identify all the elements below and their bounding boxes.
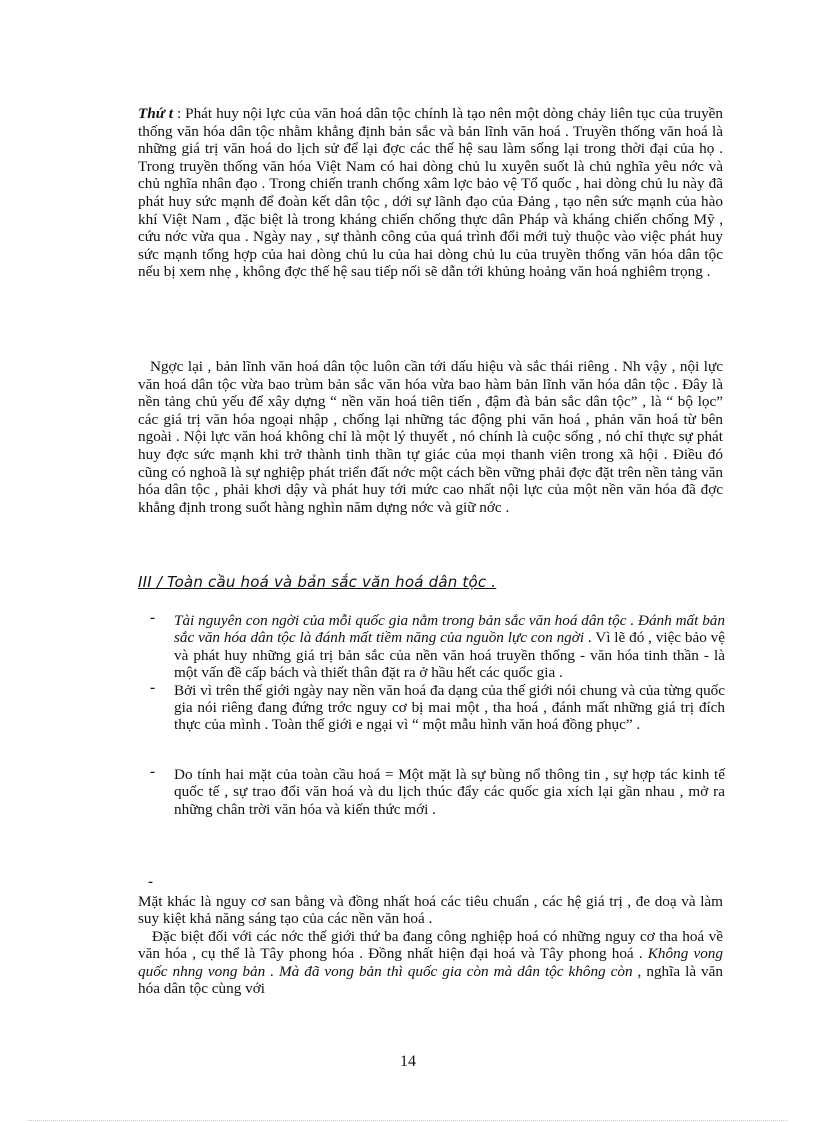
paragraph-1 — [138, 105, 723, 281]
bullet-dash: - — [150, 609, 156, 626]
bullet-item-2 — [150, 678, 725, 734]
bullet-1-italic: Tài nguyên con ngời của mỗi quốc gia nằm trong bản sắc văn hoá dân tộc . Đánh mất bản sắc văn hóa dân tộc là đánh mất tiềm năng của nguồn lực con ngời — [174, 612, 725, 647]
bullet-item-1 — [150, 609, 725, 682]
bullet-1-text: . Vì lẽ đó , việc bảo vệ và phát huy những giá trị bản sắc của nền văn hoá truyền thống - văn hóa tinh thần - là một vấn đề cấp bách và thiết thân đặt ra ở hầu hết các quốc gia . — [174, 629, 725, 682]
page-number: 14 — [400, 1053, 416, 1070]
stray-dash: - — [148, 874, 153, 890]
paragraph-1-text: : Phát huy nội lực của văn hoá dân tộc chính là tạo nên một dòng chảy liên tục của truyền thống văn hóa dân tộc nhằm khẳng định bản sắc và bản lĩnh văn hoá . Truyền thống văn hoá là những giá trị văn hoá do lịch sử để lại đợc các thế hệ sau làm sống lại trong thời đại của họ . Trong truyền thống văn hóa Việt Nam có hai dòng chủ lu xuyên suốt là chủ nghĩa yêu nớc và chủ nghĩa nhân đạo . Trong chiến tranh chống xâm lợc bảo vệ Tổ quốc , hai dòng chủ lu này đã phát huy sức mạnh để đoàn kết dân tộc , dới sự lãnh đạo của Đảng , tạo nên sức mạnh của hào khí Việt Nam , đặc biệt là trong kháng chiến chống thực dân Pháp và kháng chiến chống Mỹ , cứu nớc vừa qua . Ngày nay , sự thành công của quá trình đổi mới tuỳ thuộc vào việc phát huy sức mạnh tổng hợp của hai dòng chủ lu của hai dòng chủ lu của truyền thống văn hóa dân tộc nếu bị xem nhẹ , không đợc thế hệ sau tiếp nối sẽ dẫn tới khủng hoảng văn hoá nghiêm trọng . — [138, 105, 724, 281]
bullet-list — [150, 609, 725, 818]
bullet-2-text: Bởi vì trên thế giới ngày nay nền văn hoá đa dạng của thế giới nói chung và của từng quốc gia nói riêng đang đứng trớc nguy cơ bị mai một , tha hoá , đánh mất những giá trị đích thực của mình . Toàn thế giới e ngại vì “ một mẫu hình văn hoá đồng phục” . — [174, 681, 725, 734]
bullet-dash: - — [150, 762, 156, 780]
footer-divider — [28, 1120, 788, 1121]
paragraph-2: Ngợc lại , bản lĩnh văn hoá dân tộc luôn cần tới dấu hiệu và sắc thái riêng . Nh vậy , nội lực văn hoá dân tộc vừa bao trùm bản sắc văn hóa vừa bao hàm bản lĩnh văn hóa dân tộc . Đây là nền tảng chủ yếu để xây dựng “ nền văn hoá tiên tiến , đậm đà bản sắc dân tộc” , là “ bộ lọc” các giá trị văn hóa ngoại nhập , chống lại những tác động phi văn hoá , phản văn hoá từ bên ngoài . Nội lực văn hoá không chỉ là một lý thuyết , nó chính là cuộc sống , nó chỉ thực sự phát huy đợc sức mạnh khi trở thành tinh thần tự giác của mọi thanh viên trong xã hội . Điều đó cũng có nghoã là sự nghiệp phát triển đất nớc một cách bền vững phải đợc đặt trên nền tảng văn hóa dân tộc , phải khơi dậy và phát huy tới mức cao nhất nội lực của một nền văn hóa đã đợc khẳng định trong suốt hàng nghìn năm dựng nớc và giữ nớc . — [138, 358, 723, 516]
paragraph-3-text-b: , nghĩa là văn hóa dân tộc cùng với — [138, 962, 723, 998]
paragraph-3-text-a: Đặc biệt đối với các nớc thế giới thứ ba đang công nghiệp hoá có những nguy cơ tha hoá về văn hóa , cụ thể là Tây phong hóa . Đồng nhất hiện đại hoá và Tây phong hoá . — [138, 927, 723, 963]
bullet-dash: - — [150, 678, 156, 696]
paragraph-1-lead: Thứ t — [138, 105, 173, 122]
bullet-3-text: Do tính hai mặt của toàn cầu hoá = Một mặt là sự bùng nổ thông tin , sự hợp tác kinh tế quốc tế , sự trao đổi văn hoá và du lịch thúc đẩy các quốc gia xích lại gần nhau , mở ra những chân trời văn hóa và kiến thức mới . — [174, 765, 725, 818]
bullet-item-3 — [150, 762, 725, 818]
paragraph-3-italic: Không vong quốc nhng vong bản . Mà đã vong bản thì quốc gia còn mà dân tộc không còn — [138, 945, 723, 980]
section-heading: III / Toàn cầu hoá và bản sắc văn hoá dân tộc . — [138, 573, 497, 591]
paragraph-3-line-1: Mặt khác là nguy cơ san bằng và đồng nhất hoá các tiêu chuẩn , các hệ giá trị , đe doạ và làm suy kiệt khả năng sáng tạo của các nền văn hoá . — [138, 893, 723, 928]
paragraph-3-line-2 — [138, 928, 723, 998]
paragraph-3 — [138, 893, 723, 997]
